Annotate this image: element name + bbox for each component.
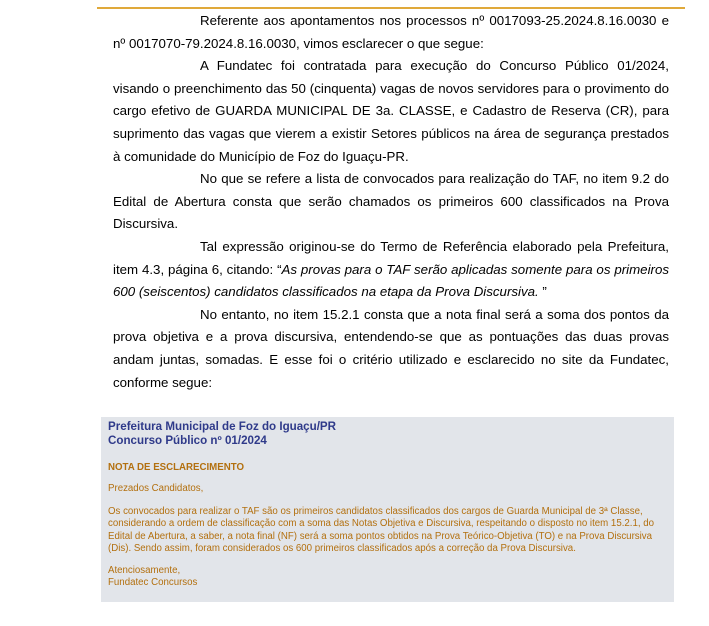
note-greeting: Prezados Candidatos, [108, 483, 204, 494]
letter-body [113, 10, 669, 394]
note-contest: Concurso Público nº 01/2024 [108, 434, 267, 447]
note-body: Os convocados para realizar o TAF são os primeiros candidatos classificados dos cargos de Guarda Municipal de 3ª Classe, considerando a ordem de classificação com a soma das Notas Objetiva e Discursiva, respeitando o disposto no item 15.2.1, do Edital de Abertura, a saber, a nota final (NF) será a soma pontos obtidos na Prova Teórico-Objetiva (TO) e na Prova Discursiva (Dis). Sendo assim, foram considerados os 600 primeiros classificados após a correção da Prova Discursiva. [108, 506, 655, 554]
note-title: NOTA DE ESCLARECIMENTO [108, 462, 244, 473]
paragraph-references: Referente aos apontamentos nos processos nº 0017093-25.2024.8.16.0030 e nº 0017070-79.2024.8.16.0030, vimos esclarecer o que segue: [113, 13, 669, 51]
note-closing: Atenciosamente, [108, 565, 181, 577]
paragraph-final-score: No entanto, no item 15.2.1 consta que a nota final será a soma dos pontos da prova objetiva e a prova discursiva, entendendo-se que as pontuações das duas provas andam juntas, somadas. E esse foi o critério utilizado e esclarecido no site da Fundatec, conforme segue: [113, 306, 669, 390]
note-organization: Prefeitura Municipal de Foz do Iguaçu/PR [108, 420, 337, 433]
header-rule [97, 7, 685, 9]
reference-term-intro: Tal expressão originou-se do Termo de Referência elaborado pela Prefeitura, item 4.3, página 6, citando: “ [113, 238, 669, 277]
reference-term-close-quote: ” [542, 284, 547, 300]
reference-term-quote: As provas para o TAF serão aplicadas somente para os primeiros 600 (seiscentos) candidatos classificados na etapa da Prova Discursiva. [113, 261, 669, 300]
clarification-note [101, 417, 674, 602]
note-signature: Fundatec Concursos [108, 577, 198, 589]
paragraph-contract: A Fundatec foi contratada para execução do Concurso Público 01/2024, visando o preenchimento das 50 (cinquenta) vagas de novos servidores para o provimento do cargo efetivo de GUARDA MUNICIPAL DE 3a. CLASSE, e Cadastro de Reserva (CR), para suprimento das vagas que vierem a existir Setores públicos na área de segurança prestados à comunidade do Município de Foz do Iguaçu-PR. [113, 58, 669, 164]
paragraph-convocation: No que se refere a lista de convocados para realização do TAF, no item 9.2 do Edital de Abertura consta que serão chamados os primeiros 600 classificados na Prova Discursiva. [113, 171, 669, 232]
paragraph-reference-term [113, 236, 669, 304]
